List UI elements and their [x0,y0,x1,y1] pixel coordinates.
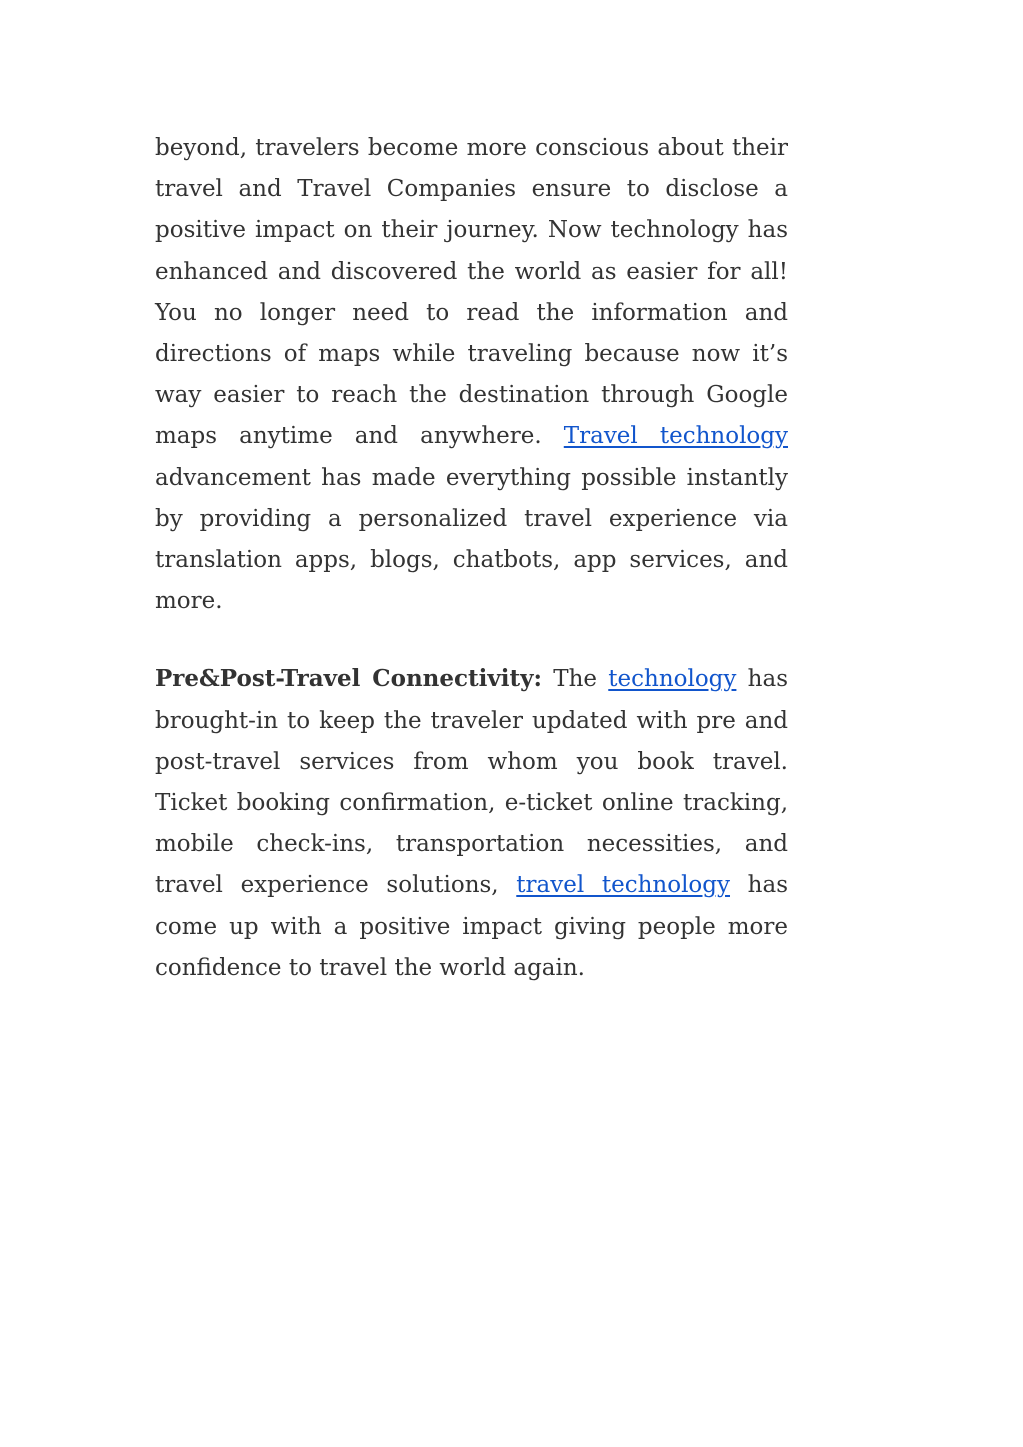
section-heading: Pre&Post-Travel Connectivity: [155,665,542,693]
paragraph-text: The [541,666,609,693]
paragraph-text: has come up with a positive impact giving people more confidence to travel the world again. [155,872,788,981]
travel-technology-link-2[interactable]: travel technology [516,872,730,899]
paragraph-text: advancement has made everything possible instantly by providing a personalized travel experience via translation apps, blogs, chatbots, app services, and more. [155,464,788,615]
technology-link[interactable]: technology [608,666,737,693]
paragraph-text: has brought-in to keep the traveler updated with pre and post-travel services from whom you book travel. Ticket booking confirmation, e-ticket online tracking, mobile check-ins, transportation necessities, and travel experience solutions, [155,666,788,899]
paragraph-text: beyond, travelers become more conscious about their travel and Travel Companies ensure to disclose a positive impact on their journey. Now technology has enhanced and discovered the world as easier for all! You no longer need to read the information and directions of maps while traveling because now it’s way easier to reach the destination through Google maps anytime and anywhere. [155,135,788,450]
paragraph-travel-technology [155,128,788,622]
paragraph-pre-post-travel [155,658,788,989]
document-page [155,128,788,989]
travel-technology-link[interactable]: Travel technology [563,423,788,450]
